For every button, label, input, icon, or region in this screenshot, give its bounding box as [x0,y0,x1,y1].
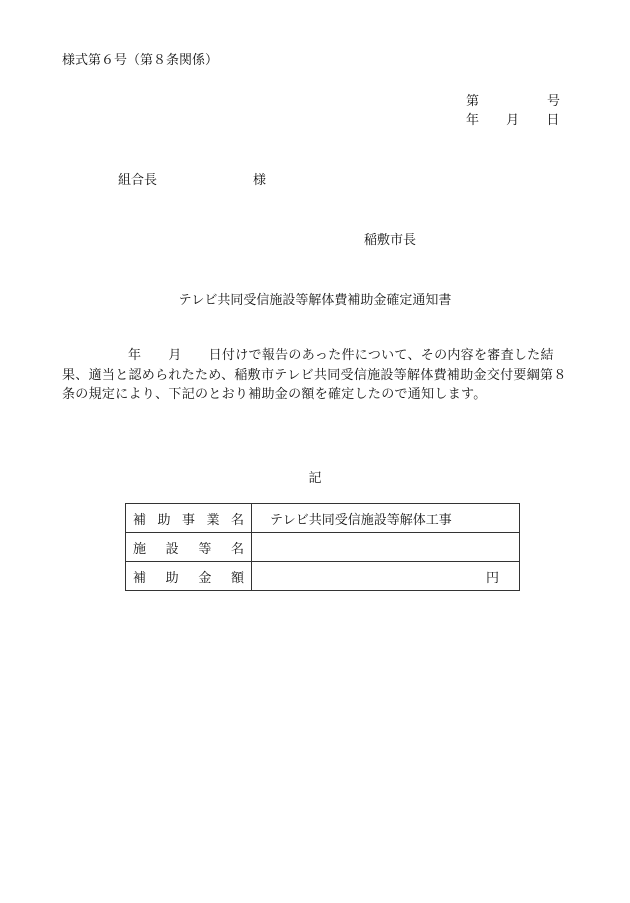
label-char: 事 [181,512,195,528]
table-row [126,533,520,562]
label-char: 金 [198,570,212,586]
body-text-rest: 果、適当と認められたため、稲敷市テレビ共同受信施設等解体費補助金交付要綱第８条の規定により、下記のとおり補助金の額を確定したので通知します。 [62,367,567,402]
body-text-line1: 日付けで報告のあった件について、その内容を審査した結 [208,348,554,363]
date-day: 日 [546,113,560,128]
label-char: 業 [206,512,220,528]
body-year: 年 [128,348,142,363]
label-char: 補 [133,570,147,586]
date-year: 年 [466,113,480,128]
document-number [466,90,560,109]
table-row [126,504,520,533]
addressee-honorific: 様 [253,173,267,188]
details-table [125,503,520,591]
row-value-project-name: テレビ共同受信施設等解体工事 [252,504,520,533]
addressee-title: 組合長 [118,173,158,188]
label-char: 名 [230,512,244,528]
document-date [466,109,560,128]
row-label-facility-name [126,533,252,562]
doc-number-suffix: 号 [546,94,560,109]
label-char: 助 [157,512,171,528]
row-value-subsidy-amount: 円 [252,562,520,591]
body-month: 月 [168,348,182,363]
label-char: 設 [165,541,179,557]
row-label-subsidy-amount [126,562,252,591]
body-paragraph [62,346,572,405]
document-title: テレビ共同受信施設等解体費補助金確定通知書 [178,293,452,308]
doc-number-prefix: 第 [466,94,480,109]
label-char: 等 [198,541,212,557]
issuer: 稲敷市長 [364,233,417,248]
form-number: 様式第６号（第８条関係） [62,53,219,68]
label-char: 名 [230,541,244,557]
addressee [118,169,266,188]
label-char: 施 [133,541,147,557]
label-char: 補 [133,512,147,528]
row-value-facility-name [252,533,520,562]
label-char: 助 [165,570,179,586]
table-row [126,562,520,591]
ki-heading: 記 [308,471,322,486]
date-month: 月 [506,113,520,128]
label-char: 額 [230,570,244,586]
row-label-project-name [126,504,252,533]
